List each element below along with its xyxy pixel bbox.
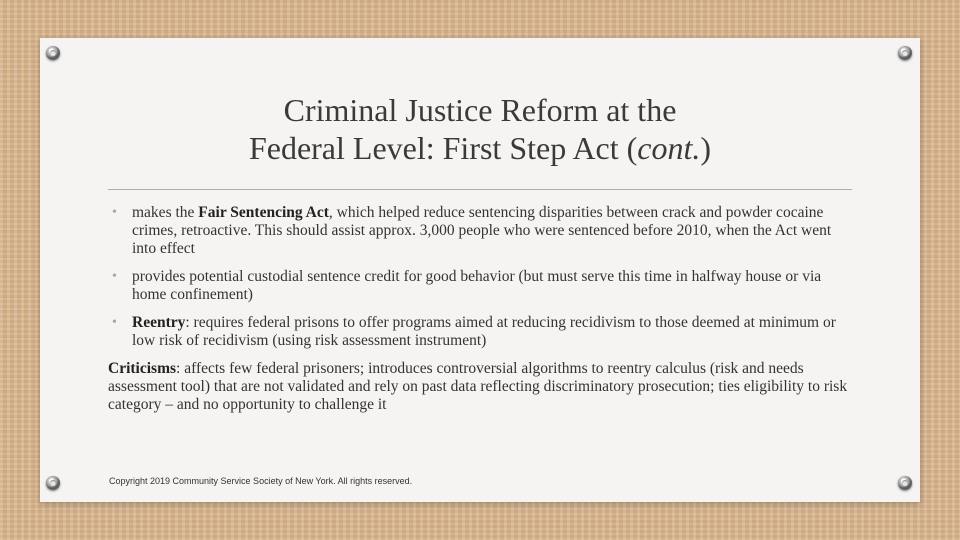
bullet-dot: •	[112, 269, 117, 284]
bullet-item: • Reentry: requires federal prisons to offer programs aimed at reducing recidivism to those deemed at minimum or low risk of recidivism (using risk assessment instrument)	[112, 314, 836, 349]
pushpin-top-left-icon	[46, 46, 60, 60]
copyright-footer: Copyright 2019 Community Service Society of New York. All rights reserved.	[109, 476, 413, 486]
title-divider	[108, 189, 852, 190]
slide-card	[40, 38, 920, 502]
slide-title	[40, 91, 920, 167]
pushpin-bottom-left-icon	[46, 476, 60, 490]
pushpin-top-right-icon	[898, 46, 912, 60]
bullet-item: • provides potential custodial sentence credit for good behavior (but must serve this time in halfway house or via home confinement)	[112, 268, 822, 303]
bullet-item: • makes the Fair Sentencing Act, which helped reduce sentencing disparities between crack and powder cocaine crimes, retroactive. This should assist approx. 3,000 people who were sentenced before 2010, when the Act went into effect	[112, 204, 832, 257]
criticisms-paragraph: Criticisms: affects few federal prisoners; introduces controversial algorithms to reentry calculus (risk and needs assessment tool) that are not validated and rely on past data reflecting discriminatory prosecution; ties eligibility to risk category – and no opportunity to challenge it	[108, 360, 848, 413]
title-line-2: Federal Level: First Step Act (cont.)	[248, 130, 712, 166]
slide-body	[108, 204, 858, 414]
title-line-1: Criminal Justice Reform at the	[283, 92, 677, 128]
bullet-dot: •	[112, 205, 117, 220]
bullet-dot: •	[112, 315, 117, 330]
pushpin-bottom-right-icon	[898, 476, 912, 490]
